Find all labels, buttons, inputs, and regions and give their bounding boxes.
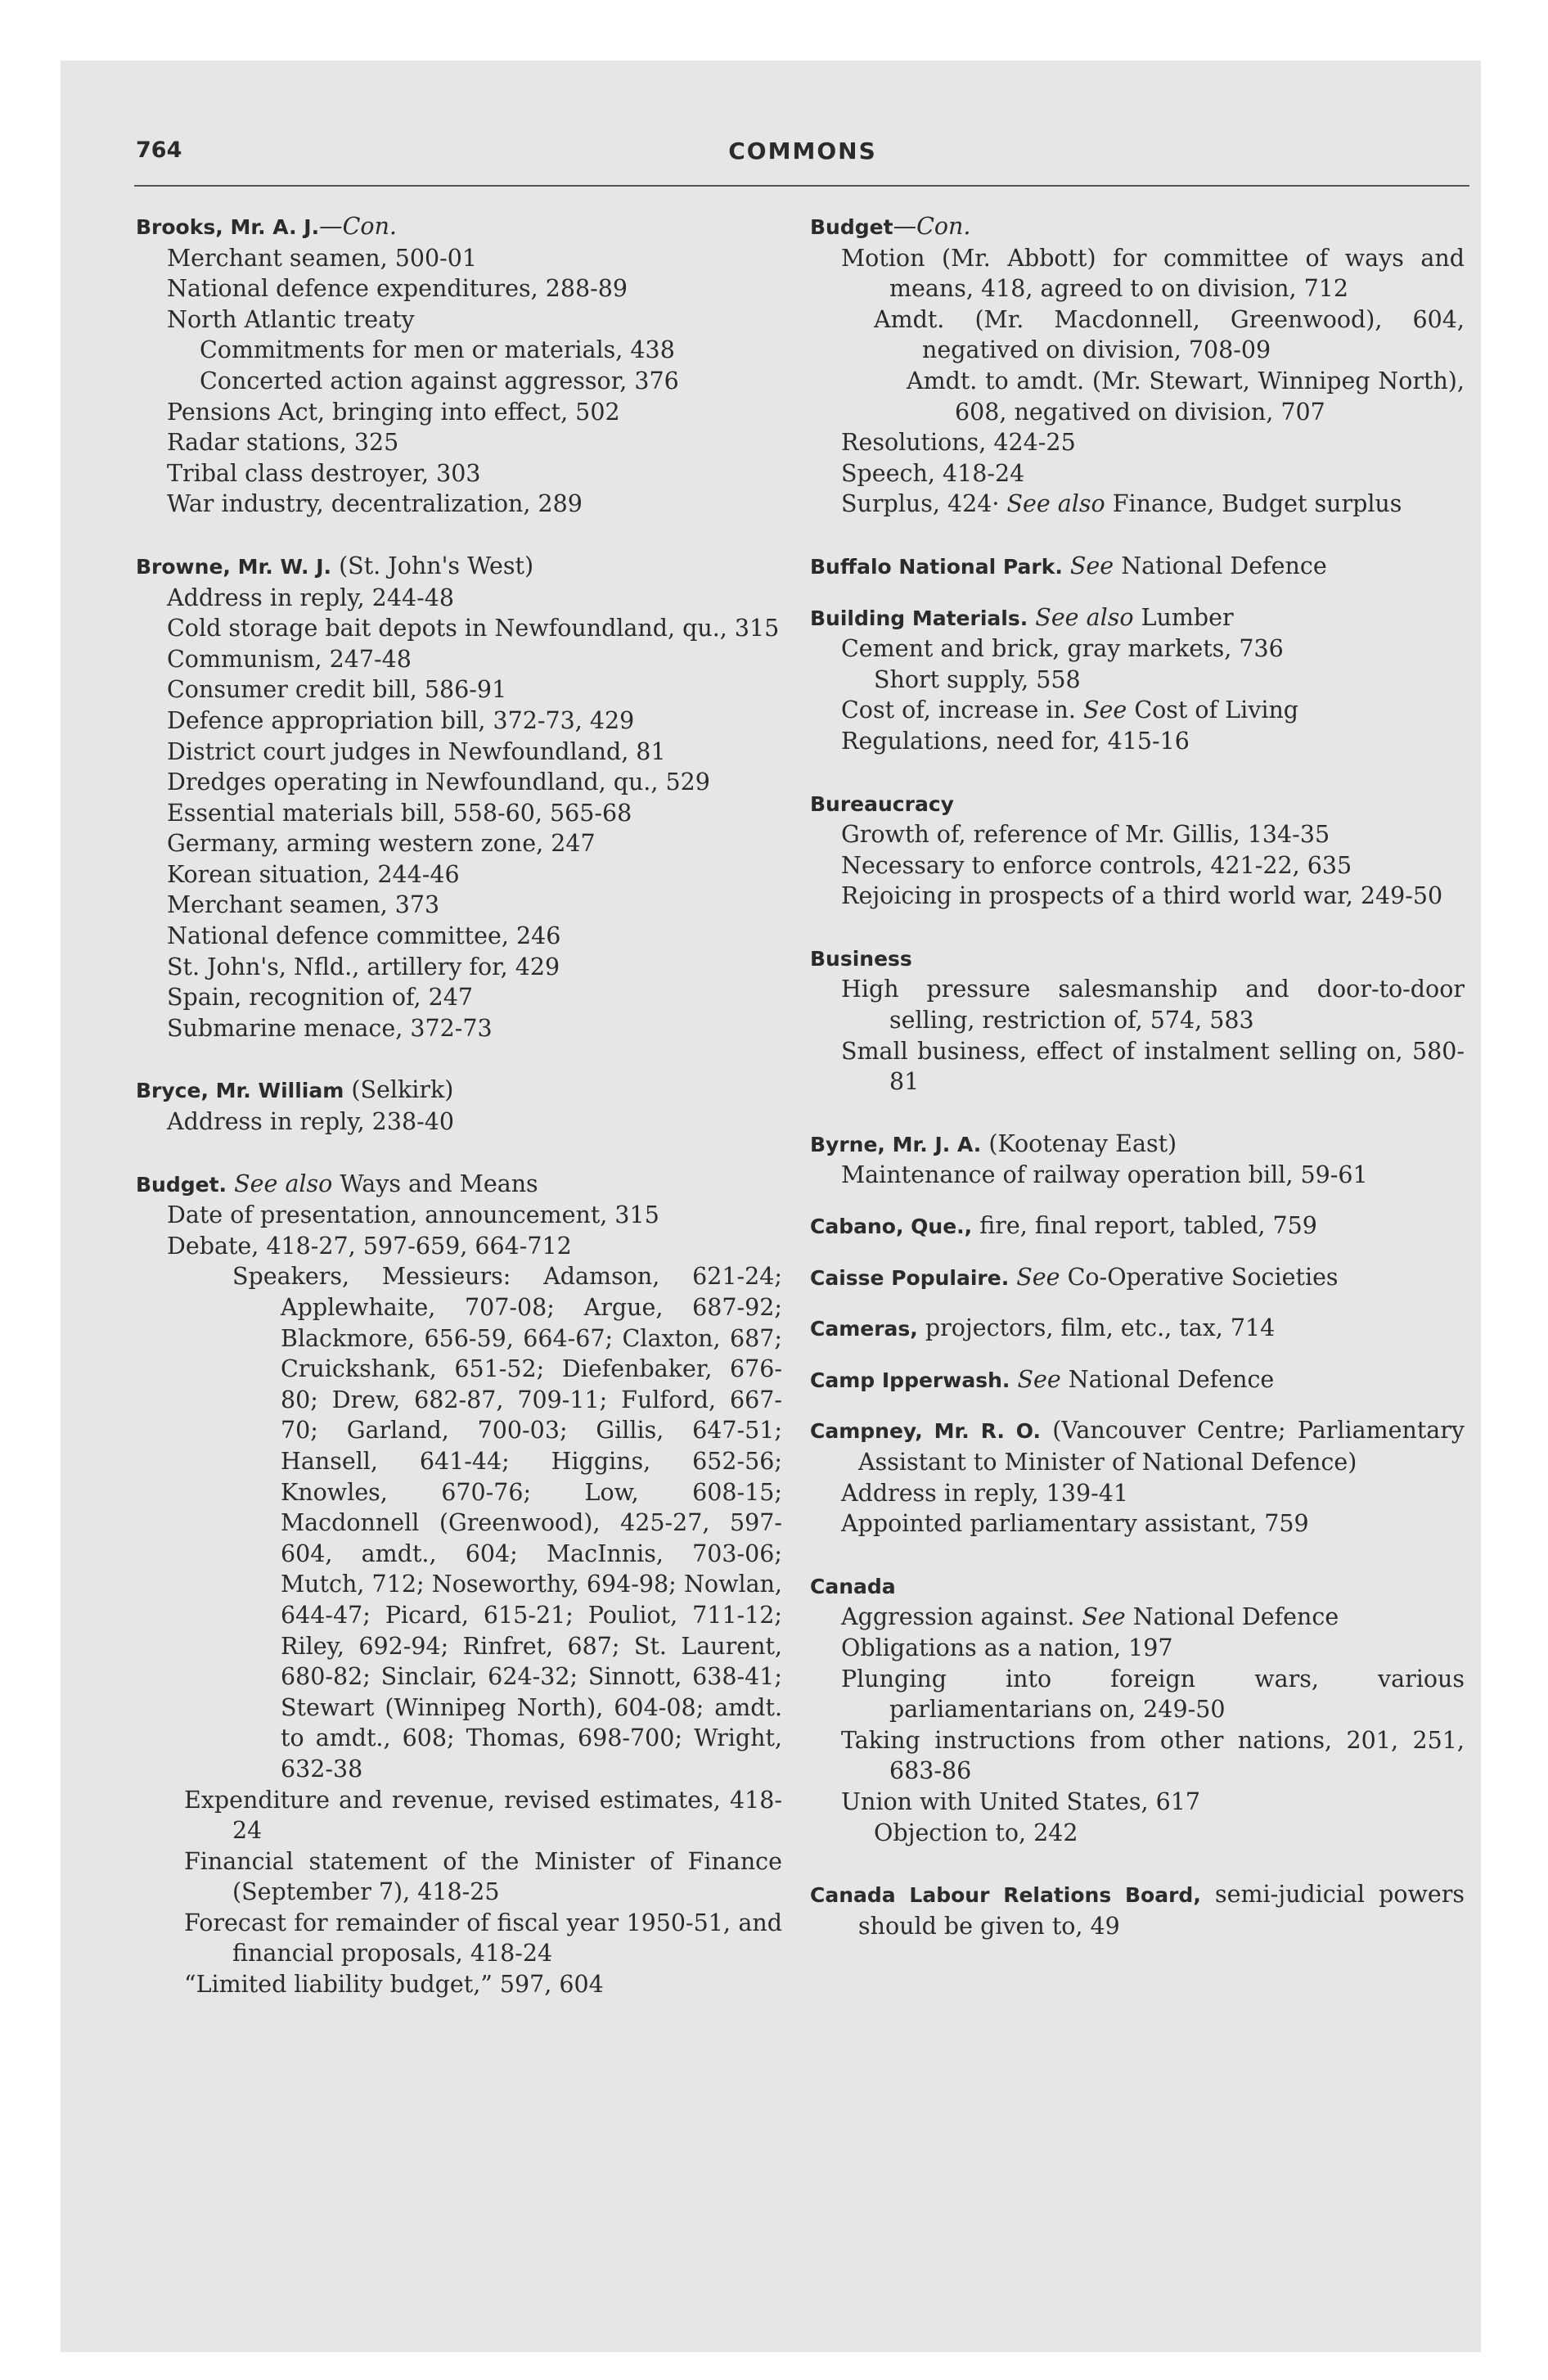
subentry xyxy=(810,1602,1465,1633)
subentry: Essential materials bill, 558-60, 565-68 xyxy=(167,799,632,827)
subentry: Rejoicing in prospects of a third world war, 249-50 xyxy=(841,882,1443,910)
subentry: Address in reply, 139-41 xyxy=(841,1479,1128,1507)
member-name: Byrne, Mr. J. A. xyxy=(810,1132,982,1156)
member-name: Brooks, Mr. A. J. xyxy=(136,215,320,239)
subject-key: Buffalo National Park. xyxy=(810,554,1063,579)
subentry: Regulations, need for, 415-16 xyxy=(841,727,1190,755)
subentry xyxy=(810,489,1465,520)
cost-text: Cost of, increase in. xyxy=(841,696,1076,724)
subentry: Consumer credit bill, 586-91 xyxy=(167,676,507,704)
subject-key: Building Materials. xyxy=(810,606,1028,630)
subentry: Forecast for remainder of fiscal year 1950-51, and financial proposals, 418-24 xyxy=(184,1909,782,1968)
subentry: High pressure salesmanship and door-to-door selling, restriction of, 574, 583 xyxy=(841,976,1465,1034)
see-label: See xyxy=(1082,1603,1126,1631)
index-entry-browne xyxy=(136,551,782,1044)
subentry: Expenditure and revenue, revised estimates, 418-24 xyxy=(184,1786,782,1845)
sub-subentry: Objection to, 242 xyxy=(874,1819,1078,1846)
sub-subentry: Commitments for men or materials, 438 xyxy=(200,336,675,364)
riding: (Selkirk) xyxy=(351,1076,454,1104)
subentry: Address in reply, 238-40 xyxy=(167,1108,454,1136)
page-number: 764 xyxy=(136,137,182,163)
subject-key: Canada Labour Relations Board, xyxy=(810,1883,1201,1908)
index-entry-cabano xyxy=(810,1210,1465,1242)
subentry: Financial statement of the Minister of Finance (September 7), 418-25 xyxy=(184,1847,782,1906)
subentry: Defence appropriation bill, 372-73, 429 xyxy=(167,706,635,734)
cross-reference: Co-Operative Societies xyxy=(1067,1263,1339,1291)
subentry: District court judges in Newfoundland, 81 xyxy=(167,737,666,765)
entry-heading xyxy=(810,1415,1465,1477)
subentry: Taking instructions from other nations, 201, 251, 683-86 xyxy=(841,1726,1465,1785)
subject-key: Camp Ipperwash. xyxy=(810,1368,1010,1392)
cross-reference: Ways and Means xyxy=(340,1170,538,1197)
subentry: Necessary to enforce controls, 421-22, 635 xyxy=(841,851,1352,879)
entry-heading xyxy=(810,943,1465,975)
entry-heading xyxy=(810,1879,1465,1941)
index-entry-canada-labour-relations-board xyxy=(810,1879,1465,1941)
index-entry-budget-continued xyxy=(810,211,1465,520)
entry-heading xyxy=(136,211,782,243)
subentry: Speech, 418-24 xyxy=(841,459,1025,487)
subentry: Korean situation, 244-46 xyxy=(167,860,460,888)
cross-reference: Cost of Living xyxy=(1134,696,1299,724)
entry-heading xyxy=(810,1571,1465,1602)
index-entry-brooks xyxy=(136,211,782,520)
see-also-label: See also xyxy=(234,1170,333,1197)
see-label: See xyxy=(1017,1365,1061,1393)
entry-heading xyxy=(810,1364,1465,1396)
subentry xyxy=(810,695,1465,726)
entry-heading xyxy=(810,1313,1465,1345)
subentry: Small business, effect of instalment selling on, 580-81 xyxy=(841,1037,1465,1096)
see-also-label: See also xyxy=(1035,603,1134,631)
page-header xyxy=(136,137,1469,183)
subject-key: Budget xyxy=(810,215,893,239)
index-column-left xyxy=(136,211,782,2031)
subentry: Submarine menace, 372-73 xyxy=(167,1014,493,1042)
speakers-list: Speakers, Messieurs: Adamson, 621-24; Applewhaite, 707-08; Argue, 687-92; Blackmore, 656-59, 664-67; Claxton, 687; Cruickshank, 651-52; Diefenbaker, 676-80; Drew, 682-87, 709-11; Fulford, 667-70; Garland, 700-03; Gillis, 647-51; Hansell, 641-44; Higgins, 652-56; Knowles, 670-76; Low, 608-15; Macdonnell (Greenwood), 425-27, 597-604, amdt., 604; MacInnis, 703-06; Mutch, 712; Noseworthy, 694-98; Nowlan, 644-47; Picard, 615-21; Pouliot, 711-12; Riley, 692-94; Rinfret, 687; St. Laurent, 680-82; Sinclair, 624-32; Sinnott, 638-41; Stewart (Winnipeg North), 604-08; amdt. to amdt., 608; Thomas, 698-700; Wright, 632-38 xyxy=(232,1263,782,1783)
index-entry-caisse-populaire xyxy=(810,1262,1465,1294)
index-entry-cameras xyxy=(810,1313,1465,1345)
entry-text: fire, final report, tabled, 759 xyxy=(979,1212,1317,1240)
subentry: National defence expenditures, 288-89 xyxy=(167,275,628,303)
index-entry-campney xyxy=(810,1415,1465,1539)
index-entry-canada xyxy=(810,1571,1465,1848)
see-label: See xyxy=(1082,696,1127,724)
subentry: Pensions Act, bringing into effect, 502 xyxy=(167,398,620,426)
entry-heading xyxy=(136,1075,782,1107)
subentry: Merchant seamen, 373 xyxy=(167,891,440,919)
subentry: Tribal class destroyer, 303 xyxy=(167,459,481,487)
index-entry-byrne xyxy=(810,1129,1465,1191)
entry-heading xyxy=(810,211,1465,243)
entry-heading xyxy=(810,1129,1465,1161)
entry-heading xyxy=(810,1262,1465,1294)
subentry: Obligations as a nation, 197 xyxy=(841,1634,1173,1661)
continued-label: —Con. xyxy=(319,213,397,240)
header-rule xyxy=(134,185,1469,187)
subentry: Debate, 418-27, 597-659, 664-712 xyxy=(167,1232,572,1260)
riding: (Vancouver Centre; Parliamentary Assistant to Minister of National Defence) xyxy=(858,1417,1465,1476)
index-column-right xyxy=(810,211,1465,1972)
subentry: Motion (Mr. Abbott) for committee of ways and means, 418, agreed to on division, 712 xyxy=(841,244,1465,303)
sub-subentry: Amdt. (Mr. Macdonnell, Greenwood), 604, negatived on division, 708-09 xyxy=(874,305,1465,364)
subentry: Maintenance of railway operation bill, 59-61 xyxy=(841,1161,1368,1189)
see-label: See xyxy=(1069,552,1114,579)
entry-text: projectors, film, etc., tax, 714 xyxy=(925,1314,1276,1342)
subentry: Dredges operating in Newfoundland, qu., 529 xyxy=(167,769,710,796)
entry-heading xyxy=(810,602,1465,634)
subentry: Date of presentation, announcement, 315 xyxy=(167,1201,659,1229)
subentry: “Limited liability budget,” 597, 604 xyxy=(184,1971,604,1999)
subentry: Germany, arming western zone, 247 xyxy=(167,830,596,858)
subject-key: Business xyxy=(810,946,912,971)
index-entry-budget xyxy=(136,1169,782,2000)
member-name: Browne, Mr. W. J. xyxy=(136,554,331,579)
sub-subentry: Short supply, 558 xyxy=(874,665,1081,693)
cross-reference: Lumber xyxy=(1141,603,1234,631)
cross-reference: National Defence xyxy=(1132,1603,1339,1631)
subject-key: Cabano, Que., xyxy=(810,1215,973,1239)
entry-text: semi-judicial powers should be given to, 49 xyxy=(858,1881,1465,1940)
subentry: Plunging into foreign wars, various parliamentarians on, 249-50 xyxy=(841,1665,1465,1724)
subentry: Cement and brick, gray markets, 736 xyxy=(841,635,1284,663)
subentry: Merchant seamen, 500-01 xyxy=(167,244,477,272)
entry-heading xyxy=(810,1210,1465,1242)
entry-heading xyxy=(136,551,782,583)
riding: (Kootenay East) xyxy=(988,1129,1177,1157)
see-also-label: See also xyxy=(1006,490,1105,518)
subentry: Radar stations, 325 xyxy=(167,429,399,457)
index-entry-building-materials xyxy=(810,602,1465,757)
subject-key: Bureaucracy xyxy=(810,791,954,816)
subentry: Address in reply, 244-48 xyxy=(167,584,454,611)
entry-heading xyxy=(136,1169,782,1201)
subentry: War industry, decentralization, 289 xyxy=(167,490,583,518)
subentry: Growth of, reference of Mr. Gillis, 134-35 xyxy=(841,821,1330,849)
subentry: Appointed parliamentary assistant, 759 xyxy=(841,1510,1309,1538)
subentry: National defence committee, 246 xyxy=(167,922,561,950)
subentry: St. John's, Nfld., artillery for, 429 xyxy=(167,953,560,980)
index-entry-bureaucracy xyxy=(810,788,1465,912)
subentry: Union with United States, 617 xyxy=(841,1787,1200,1815)
subject-key: Cameras, xyxy=(810,1317,918,1341)
sub-sub-subentry: Amdt. to amdt. (Mr. Stewart, Winnipeg North), 608, negatived on division, 707 xyxy=(907,367,1465,426)
cross-reference: National Defence xyxy=(1121,552,1327,579)
subentry: Spain, recognition of, 247 xyxy=(167,984,474,1012)
index-entry-bryce xyxy=(136,1075,782,1137)
member-name: Bryce, Mr. William xyxy=(136,1079,344,1103)
subentry: North Atlantic treaty xyxy=(167,305,415,333)
subentry: Cold storage bait depots in Newfoundland, qu., 315 xyxy=(167,615,780,642)
entry-heading xyxy=(810,551,1465,583)
subentry: Resolutions, 424-25 xyxy=(841,429,1076,457)
index-entry-camp-ipperwash xyxy=(810,1364,1465,1396)
member-name: Campney, Mr. R. O. xyxy=(810,1419,1042,1444)
index-entry-business xyxy=(810,943,1465,1098)
sub-subentry: Concerted action against aggressor, 376 xyxy=(200,367,679,394)
surplus-text: Surplus, 424· xyxy=(841,490,1000,518)
riding: (St. John's West) xyxy=(339,552,534,579)
subject-key: Canada xyxy=(810,1574,896,1598)
see-label: See xyxy=(1016,1263,1060,1291)
aggression-text: Aggression against. xyxy=(841,1603,1075,1631)
subentry: Communism, 247-48 xyxy=(167,645,412,673)
cross-reference: National Defence xyxy=(1068,1365,1275,1393)
cross-reference: Finance, Budget surplus xyxy=(1112,490,1402,518)
running-head: COMMONS xyxy=(728,137,877,165)
continued-label: —Con. xyxy=(893,213,971,240)
subject-key: Budget. xyxy=(136,1172,227,1197)
entry-heading xyxy=(810,788,1465,820)
index-entry-buffalo xyxy=(810,551,1465,583)
subject-key: Caisse Populaire. xyxy=(810,1265,1010,1290)
